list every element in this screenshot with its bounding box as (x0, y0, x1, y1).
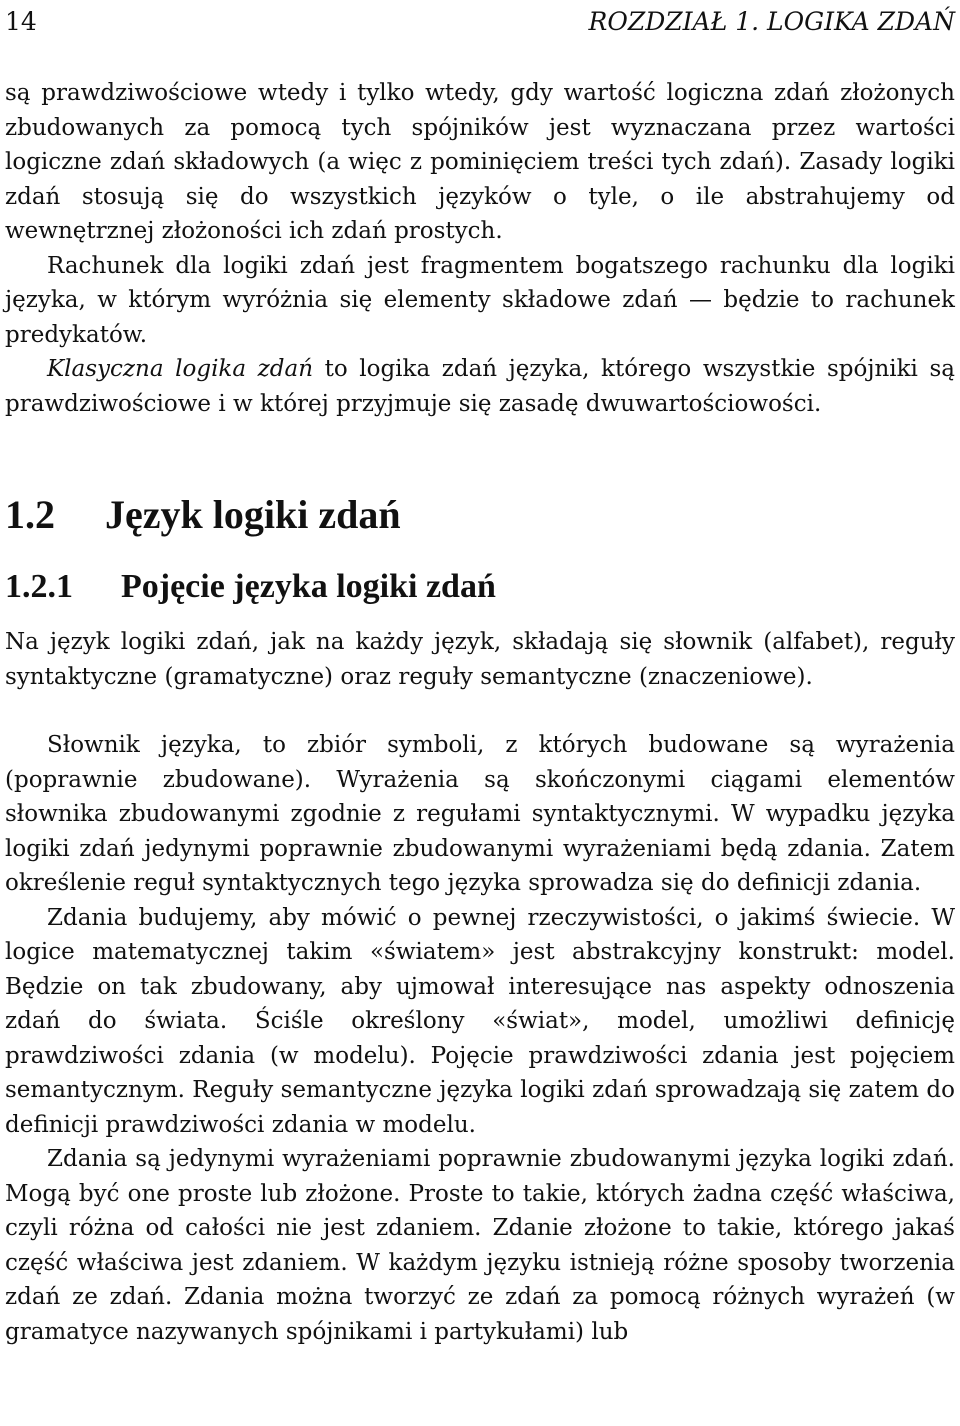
defined-term: Klasyczna logika zdań (47, 356, 314, 382)
section-heading (5, 487, 955, 543)
subsection-number: 1.2.1 (5, 568, 73, 605)
subsection-title: Pojęcie języka logiki zdań (121, 568, 496, 605)
document-page (5, 0, 955, 1349)
section-body (5, 625, 955, 1349)
page-number: 14 (5, 7, 37, 36)
subsection-heading (5, 561, 955, 613)
body-paragraph: Słownik języka, to zbiór symboli, z których budowane są wyrażenia (poprawnie zbudowane). Wyrażenia są skończonymi ciągami elementów słownika zbudowanymi zgodnie z regułami syntaktycznymi. W wypadku języka logiki zdań jedynymi poprawnie zbudowanymi wyrażeniami będą zdania. Zatem określenie reguł syntaktycznych tego języka sprowadza się do definicji zdania. (5, 732, 955, 896)
definition-text: to logika zdań języka, którego wszystkie spójniki są prawdziwościowe i w której przyjmuje się zasadę dwuwartościowości. (5, 356, 955, 417)
intro-paragraph: Rachunek dla logiki zdań jest fragmentem bogatszego rachunku dla logiki języka, w którym wyróżnia się elementy składowe zdań — będzie to rachunek predykatów. (5, 252, 955, 348)
running-header (5, 0, 955, 44)
intro-paragraph: są prawdziwościowe wtedy i tylko wtedy, gdy wartość logiczna zdań złożonych zbudowanych za pomocą tych spójników jest wyznaczana przez wartości logiczne zdań składowych (a więc z pominięciem treści tych zdań). Zasady logiki zdań stosują się do wszystkich języków o tyle, o ile abstrahujemy od wewnętrznej złożoności ich zdań prostych. (5, 80, 955, 244)
text-body (5, 76, 955, 421)
body-paragraph: Na język logiki zdań, jak na każdy język, składają się słownik (alfabet), reguły syntaktyczne (gramatyczne) oraz reguły semantyczne (znaczeniowe). (5, 629, 955, 690)
section-number: 1.2 (5, 492, 55, 537)
chapter-title: ROZDZIAŁ 1. LOGIKA ZDAŃ (588, 7, 955, 36)
section-title: Język logiki zdań (105, 492, 401, 537)
body-paragraph: Zdania budujemy, aby mówić o pewnej rzeczywistości, o jakimś świecie. W logice matematycznej takim «światem» jest abstrakcyjny konstrukt: model. Będzie on tak zbudowany, aby ujmował interesujące nas aspekty odnoszenia zdań do świata. Ściśle określony «świat», model, umożliwi definicję prawdziwości zdania (w modelu). Pojęcie prawdziwości zdania jest pojęciem semantycznym. Reguły semantyczne języka logiki zdań sprowadzają się zatem do definicji prawdziwości zdania w modelu. (5, 904, 955, 1138)
intro-paragraph (5, 352, 955, 421)
body-paragraph: Zdania są jedynymi wyrażeniami poprawnie zbudowanymi języka logiki zdań. Mogą być one proste lub złożone. Proste to takie, których żadna część właściwa, czyli różna od całości nie jest zdaniem. Zdanie złożone to takie, którego jakaś część właściwa jest zdaniem. W każdym języku istnieją różne sposoby tworzenia zdań ze zdań. Zdania można tworzyć ze zdań za pomocą różnych wyrażeń (w gramatyce nazywanych spójnikami i partykułami) lub (5, 1146, 955, 1345)
